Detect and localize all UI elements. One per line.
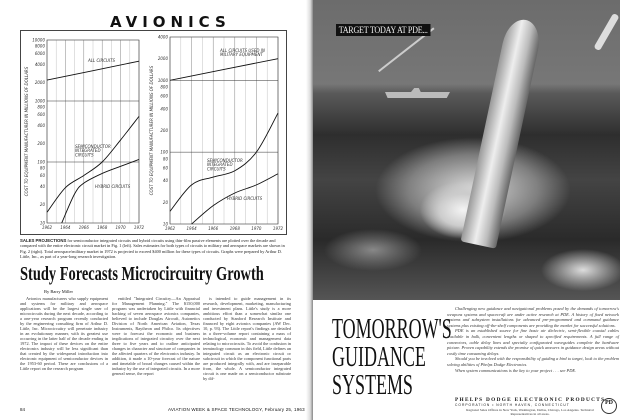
y-tick-label: 800 [160, 84, 168, 90]
ad-paragraph: PDE is an established source for fine basic air dielectric, semi-flexible coaxial cables available in bulk, convenient lengths or shaped to specified requirements. A full range of connectors, cable delay lines and specialty configurated waveguides complete the hardware picture. Proven capability extends the promise of quick answers in guidance design areas without costly time consuming delays. [447, 328, 619, 356]
x-tick-label: 1962 [164, 226, 176, 231]
sales-offices: Regional Sales Offices in New York, Washington, Dallas, Chicago, Los Angeles. Technical Representatives in all areas. [466, 408, 594, 416]
missile-launch-photo [313, 0, 620, 300]
y-tick-label: 10000 [32, 37, 45, 43]
magazine-footer: AVIATION WEEK & SPACE TECHNOLOGY, February 25, 1963 [168, 407, 305, 412]
series-label: CIRCUITS [207, 166, 226, 172]
caption-lead: SALES PROJECTIONS [20, 238, 67, 243]
rocket-image [461, 16, 544, 248]
distant-rocket-image [593, 13, 619, 51]
y-tick-label: 20 [39, 202, 45, 208]
x-tick-label: 1970 [115, 225, 126, 230]
y-tick-label: 60 [162, 165, 168, 171]
series-line [62, 159, 139, 223]
y-tick-label: 40 [39, 183, 45, 189]
x-tick-label: 1972 [133, 225, 145, 230]
series-label: ALL CIRCUITS [88, 58, 116, 63]
x-tick-label: 1964 [186, 226, 197, 231]
photo-tag: TARGET TODAY AT PDE... [336, 24, 430, 36]
y-tick-label: 1000 [157, 77, 168, 83]
y-tick-label: 80 [39, 165, 45, 171]
series-label: ALL CIRCUITS USED IN [220, 48, 265, 53]
section-title: AVIONICS [110, 13, 231, 31]
y-tick-label: 40 [162, 178, 168, 184]
series-label: INTEGRATED [75, 148, 101, 154]
figure-caption [20, 238, 288, 260]
y-tick-label: 100 [160, 149, 168, 155]
caption-text: for semiconductor integrated circuits and hybrid circuits using thin-film passive elements are plotted over the decade and compared with the entire electronic circuit market in Fig. 1 (left). Sales estimates for both types of circuits to military and aerospace markets are shown in Fig. 2 (right). Total aerospace/military market in 1972 is projected to exceed $400 million for these types of circuits. Graphs were prepared by Arthur D. Little, Inc., as part of a year-long research investigation. [20, 238, 285, 260]
y-tick-label: 2000 [157, 56, 168, 62]
y-tick-label: 800 [37, 104, 45, 110]
ad-paragraph: Should you be involved with the responsibility of guiding a bird to target, look to the problem solving abilities of Phelps Dodge Electronics. [447, 356, 619, 367]
y-tick-label: 400 [37, 122, 45, 128]
y-tick-label: 20 [162, 199, 168, 205]
ad-headline-line: GUIDANCE [332, 341, 426, 373]
y-tick-label: 10 [162, 221, 168, 227]
x-tick-label: 1972 [272, 226, 284, 231]
y-tick-label: 80 [162, 156, 168, 162]
article-column-2: entitled "Integrated Circuitry—An Appraisal for Management Planning." The $150,000 program was undertaken by Little with financial backing of seven aerospace avionics companies, believed to include Douglas Aircraft, Autonetics Division of North American Aviation, Texas Instruments, Raytheon and Philco. Its objectives were to forecast the economic and business implications of integrated circuitry over the next three to five years and to outline anticipated changes in character and structure of companies in the affected quarters of the electronics industry. In addition, it made a 10-year forecast of the nature and timetable of broad changes caused within the industry by the use of integrated circuits. In a more general sense, the report [112, 296, 200, 376]
y-tick-label: 10 [39, 220, 45, 226]
article-column-3: is intended to guide management in its research, development, marketing, manufacturing and investment plans. Little's study is a more ambitious effort than a somewhat similar one conducted by Stanford Research Institute and financed by eight avionics companies (AW Dec. 10, p. 93). The Little report's findings are detailed in a three-volume report containing a mass of technological, economic and management data relating to microcircuits. To avoid the confusion in terminology common in this field, Little defines an integrated circuit as an electronic circuit or subcircuit in which the component functional parts are produced integrally with, and are inseparable from, the whole. A semiconductor integrated circuit is one made on a semiconductor substrate by dif- [203, 296, 291, 381]
x-tick-label: 1968 [229, 226, 240, 231]
y-tick-label: 6000 [34, 51, 45, 57]
brand-location: CORPORATION • NORTH HAVEN, CONNECTICUT [455, 403, 570, 407]
x-tick-label: 1968 [97, 225, 108, 230]
series-label: CIRCUITS [75, 152, 94, 158]
ship-silhouette [385, 88, 450, 98]
y-tick-label: 4000 [34, 61, 45, 67]
y-tick-label: 600 [160, 93, 168, 99]
article-headline: Study Forecasts Microcircuitry Growth [20, 264, 264, 285]
ad-headline-line: TOMORROW'S [332, 313, 452, 345]
ad-headline [332, 315, 452, 399]
y-tick-label: 4000 [157, 34, 168, 40]
y-tick-label: 100 [37, 159, 45, 165]
y-tick-label: 400 [160, 106, 168, 112]
series-label: HYBRID CIRCUITS [95, 184, 131, 189]
y-tick-label: 1000 [34, 98, 45, 104]
y-tick-label: 2000 [34, 80, 45, 86]
ad-tagline: When system communications is the key to your project . . . see PDE. [455, 367, 577, 373]
sales-projection-charts [20, 30, 287, 235]
y-tick-label: 8000 [34, 43, 45, 49]
ad-paragraph: Challenging new guidance and navigational problems posed by the demands of tomorrow's weapons systems and spacecraft are under active research at PDE. A history of fixed network systems and subsystem installations for advanced pre-programmed and command guidance systems plus existing off-the-shelf components are providing the market for successful solutions. [447, 306, 619, 328]
series-label: MILITARY EQUIPMENT [220, 52, 263, 58]
brand-name: PHELPS DODGE ELECTRONIC PRODUCTS [455, 397, 606, 403]
x-tick-label: 1966 [208, 226, 219, 231]
x-tick-label: 1966 [78, 225, 89, 230]
series-label: INTEGRATED [207, 162, 233, 168]
page-gutter [306, 0, 313, 420]
y-tick-label: 200 [37, 141, 45, 147]
y-axis-label: COST TO EQUIPMENT MANUFACTURER IN MILLIONS OF DOLLARS [149, 65, 154, 196]
ad-headline-line: SYSTEMS [332, 369, 413, 401]
y-axis-label: COST TO EQUIPMENT MANUFACTURER IN MILLIONS OF DOLLARS [24, 66, 29, 197]
pde-seal-logo: PD [601, 398, 617, 414]
x-tick-label: 1970 [251, 226, 262, 231]
series-label: SEMICONDUCTOR [207, 158, 243, 163]
y-tick-label: 60 [39, 173, 45, 179]
page-number: 84 [20, 407, 26, 412]
byline: By Barry Miller [44, 289, 73, 294]
series-label: SEMICONDUCTOR [75, 144, 111, 149]
article-column-1: Avionics manufacturers who supply equipment and systems for military and aerospace applications will be the largest single user of microcircuits during the next decade, according to a one-year research program recently conducted by the engineering consulting firm of Arthur D. Little, Inc. Microcircuitry will penetrate industry in an evolutionary manner, with its greatest use occurring in the latter half of the decade ending in 1972. The impact of these devices on the entire electronics industry will be less significant than that created by the widespread introduction into electronic equipment of semiconductor devices in the 1953-60 period. These are conclusions of a Little report on the research program [20, 296, 108, 371]
y-tick-label: 200 [160, 128, 168, 133]
series-label: HYBRID CIRCUITS [227, 196, 263, 201]
ad-body [447, 306, 619, 373]
y-tick-label: 600 [37, 112, 45, 118]
x-tick-label: 1964 [60, 225, 71, 230]
x-tick-label: 1962 [41, 225, 53, 230]
